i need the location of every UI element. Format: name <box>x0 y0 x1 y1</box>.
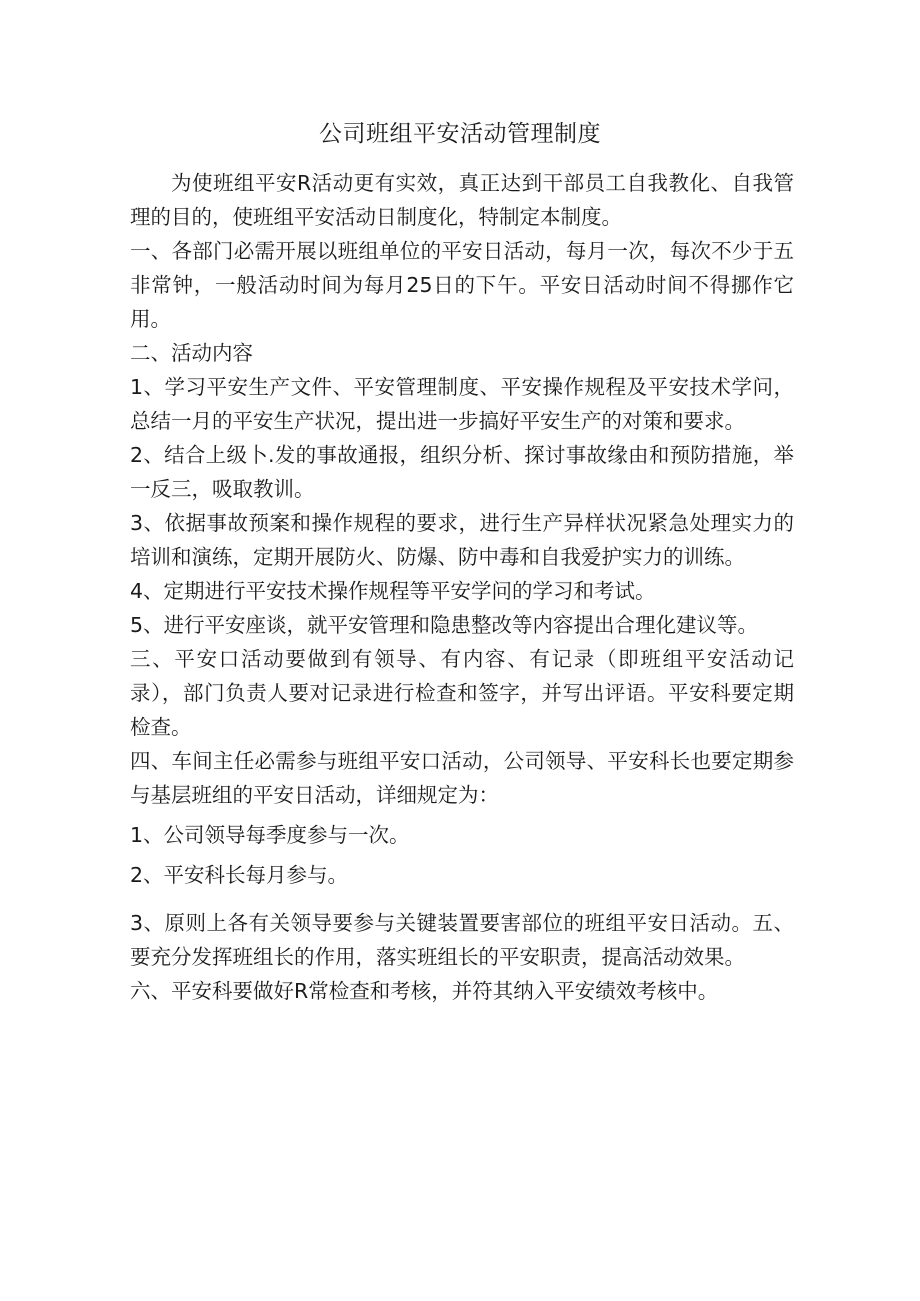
section-two-heading: 二、活动内容 <box>130 341 253 365</box>
section-four-paragraph: 四、车间主任必需参与班组平安口活动，公司领导、平安科长也要定期参与基层班组的平安日活动，详细规定为： <box>130 749 794 807</box>
activity-item-4: 4、定期进行平安技术操作规程等平安学问的学习和考试。 <box>130 579 656 603</box>
document-title: 公司班组平安活动管理制度 <box>319 121 601 147</box>
activity-item-2: 2、结合上级卜.发的事故通报，组织分析、探讨事故缘由和预防措施，举一反三，吸取教训。 <box>130 443 794 501</box>
participation-item-1: 1、公司领导每季度参与一次。 <box>130 823 410 847</box>
activity-item-5: 5、进行平安座谈，就平安管理和隐患整改等内容提出合理化建议等。 <box>130 613 759 637</box>
section-one-paragraph: 一、各部门必需开展以班组单位的平安日活动，每月一次，每次不少于五非常钟，一般活动时间为每月25日的下午。平安日活动时间不得挪作它用。 <box>130 239 794 331</box>
participation-item-3: 3、原则上各有关领导要参与关键装置要害部位的班组平安日活动。五、要充分发挥班组长的作用，落实班组长的平安职责，提高活动效果。 <box>130 911 794 969</box>
activity-item-3: 3、依据事故预案和操作规程的要求，进行生产异样状况紧急处理实力的培训和演练，定期开展防火、防爆、防中毒和自我爱护实力的训练。 <box>130 511 794 569</box>
activity-item-1: 1、学习平安生产文件、平安管理制度、平安操作规程及平安技术学问，总结一月的平安生产状况，提出进一步搞好平安生产的对策和要求。 <box>130 375 794 433</box>
section-three-paragraph: 三、平安口活动要做到有领导、有内容、有记录（即班组平安活动记录），部门负责人要对记录进行检查和签字，并写出评语。平安科要定期检查。 <box>130 647 794 739</box>
document-body <box>130 166 794 1008</box>
participation-item-2: 2、平安科长每月参与。 <box>130 863 349 887</box>
section-six-paragraph: 六、平安科要做好R常检查和考核，并符其纳入平安绩效考核中。 <box>130 979 719 1003</box>
intro-paragraph: 为使班组平安R活动更有实效，真正达到干部员工自我教化、自我管理的目的，使班组平安活动日制度化，特制定本制度。 <box>130 171 794 229</box>
